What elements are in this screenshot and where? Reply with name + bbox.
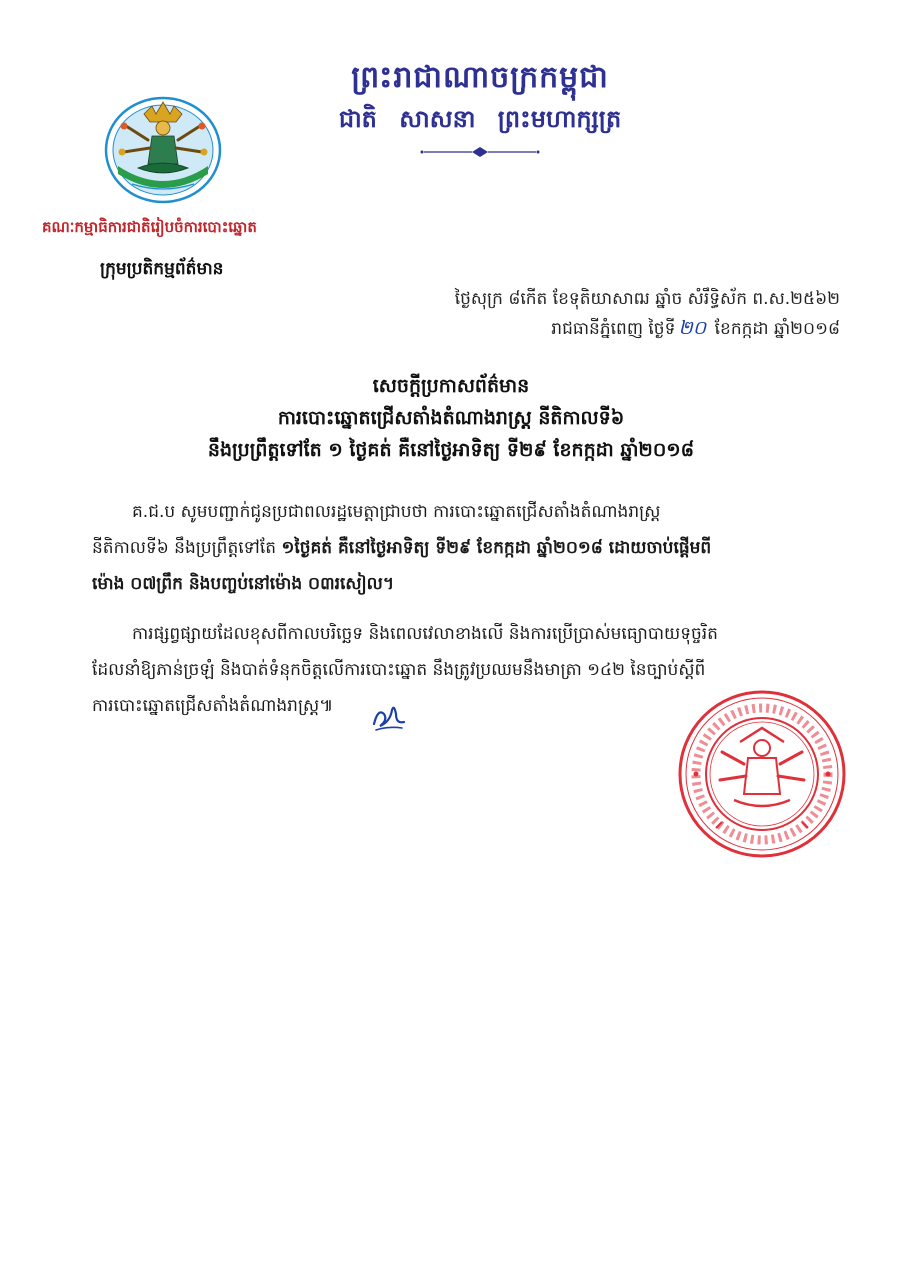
paragraph-2-line-3: ការបោះឆ្នោតជ្រើសតាំងតំណាងរាស្ត្រ៕ [92, 696, 334, 716]
national-motto: ជាតិ សាសនា ព្រះមហាក្សត្រ [338, 104, 622, 133]
paragraph-1-line-2 [92, 530, 832, 566]
title-line-2: ការបោះឆ្នោតជ្រើសតាំងតំណាងរាស្ត្រ នីតិកាលទី៦ [277, 407, 625, 429]
lunar-date: ថ្ងៃសុក្រ ៨កើត ខែទុតិយាសាឍ ឆ្នាំច សំរឹទ្ធិស័ក ព.ស.២៥៦២ [454, 289, 840, 309]
ornament-divider-icon [420, 146, 540, 158]
organization-name: គណៈកម្មាធិការជាតិរៀបចំការបោះឆ្នោត [42, 218, 257, 236]
official-seal-icon [676, 688, 848, 860]
paragraph-1-line-2-bold: ១ថ្ងៃគត់ គឺនៅថ្ងៃអាទិត្យ ទី២៩ ខែកក្កដា ឆ្នាំ២០១៨ ដោយចាប់ផ្តើមពី [281, 538, 712, 558]
solar-date-prefix: រាជធានីភ្នំពេញ ថ្ងៃទី [551, 319, 676, 339]
title-line-1: សេចក្តីប្រកាសព័ត៌មាន [372, 375, 530, 397]
handwritten-day: ២០ [678, 317, 707, 339]
paragraph-2-line-2: ដែលនាំឱ្យភាន់ច្រឡំ និងបាត់ទំនុកចិត្តលើការបោះឆ្នោត នឹងត្រូវប្រឈមនឹងមាត្រា ១៤២ នៃច្បាប់ស្តីពី [92, 660, 706, 680]
nec-emblem-icon [104, 96, 222, 204]
paragraph-1-line-1: គ.ជ.ប សូមបញ្ជាក់ជូនប្រជាពលរដ្ឋមេត្តាជ្រាបថា ការបោះឆ្នោតជ្រើសតាំងតំណាងរាស្ត្រ [132, 502, 661, 522]
paragraph-1-line-2-plain: នីតិកាលទី៦ នឹងប្រព្រឹត្តទៅតែ [92, 538, 277, 558]
paragraph-1-line-3: ម៉ោង ០៧ព្រឹក និងបញ្ចប់នៅម៉ោង ០៣រសៀល។ [92, 574, 395, 594]
paragraph-2-line-1: ការផ្សព្វផ្សាយដែលខុសពីកាលបរិច្ឆេទ និងពេលវេលាខាងលើ និងការប្រើប្រាស់មធ្យោបាយទុច្ចរិត [132, 624, 718, 644]
body-paragraph-1 [92, 494, 832, 602]
document-title [40, 370, 862, 466]
issuing-unit: ក្រុមប្រតិកម្មព័ត៌មាន [100, 259, 224, 279]
kingdom-heading: ព្រះរាជាណាចក្រកម្ពុជា [351, 60, 609, 95]
solar-date-suffix: ខែកក្កដា ឆ្នាំ២០១៨ [714, 319, 840, 339]
solar-date [551, 316, 840, 344]
handwritten-initials-icon [368, 700, 408, 734]
title-line-3: នឹងប្រព្រឹត្តទៅតែ ១ ថ្ងៃគត់ គឺនៅថ្ងៃអាទិត្យ ទី២៩ ខែកក្កដា ឆ្នាំ២០១៨ [207, 439, 695, 461]
